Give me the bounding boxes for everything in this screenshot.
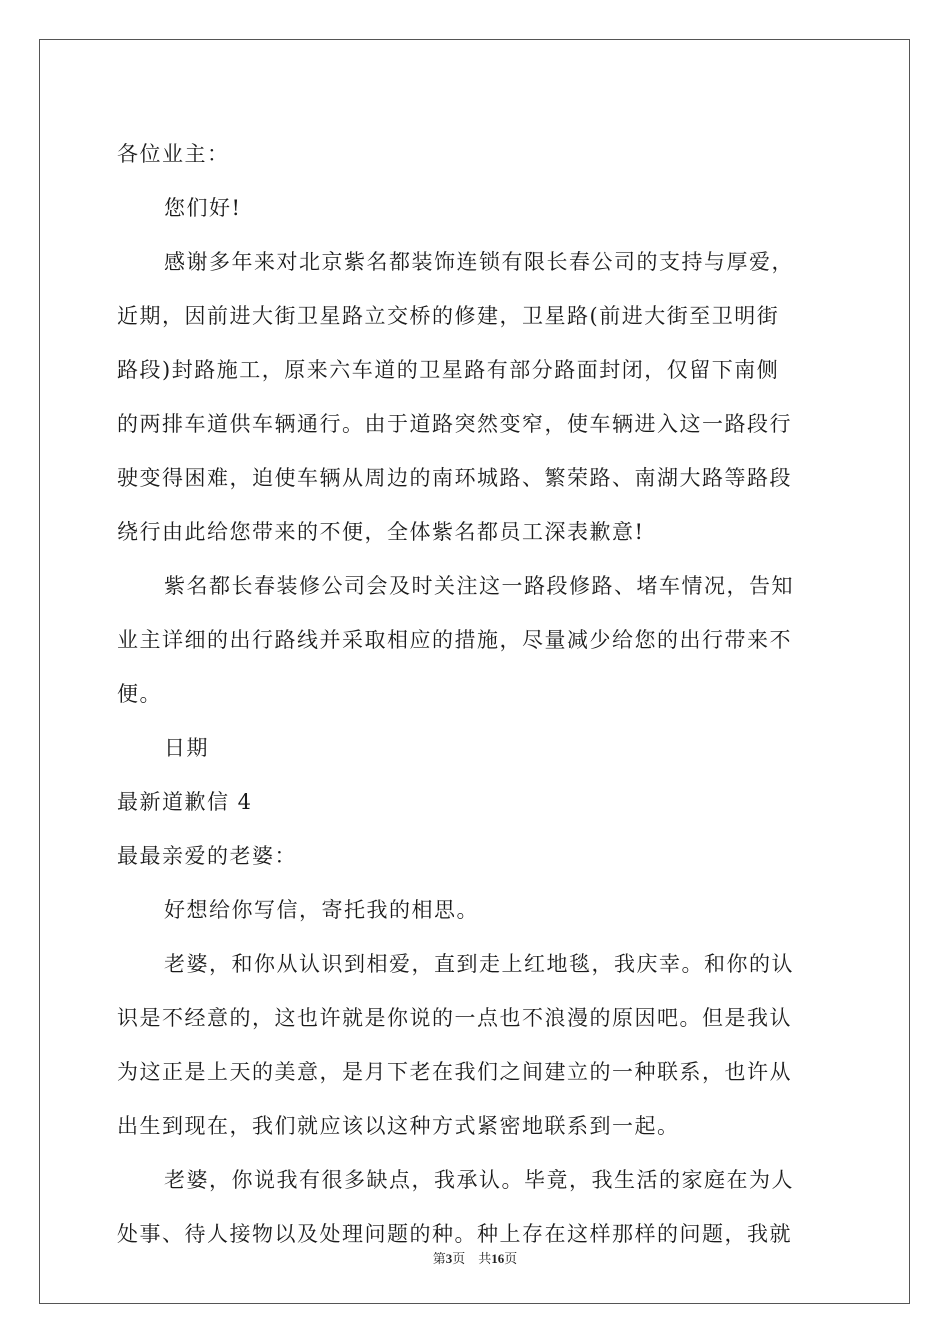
text-line: 出生到现在，我们就应该以这种方式紧密地联系到一起。 bbox=[117, 1114, 680, 1138]
text-line: 的两排车道供车辆通行。由于道路突然变窄，使车辆进入这一路段行 bbox=[117, 412, 792, 436]
text-line: 识是不经意的，这也许就是你说的一点也不浪漫的原因吧。但是我认 bbox=[117, 1006, 792, 1030]
page-current: 3 bbox=[445, 1251, 453, 1266]
salutation: 最最亲爱的老婆： bbox=[117, 844, 297, 868]
section-title: 最新道歉信 4 bbox=[117, 790, 253, 814]
text-line: 近期，因前进大街卫星路立交桥的修建，卫星路(前进大街至卫明街 bbox=[117, 304, 780, 328]
page-suffix: 页 bbox=[504, 1251, 518, 1266]
text-line: 绕行由此给您带来的不便，全体紫名都员工深表歉意! bbox=[117, 520, 645, 544]
document-body bbox=[117, 127, 837, 1261]
text-line: 路段)封路施工，原来六车道的卫星路有部分路面封闭，仅留下南侧 bbox=[117, 358, 780, 382]
text-line: 驶变得困难，迫使车辆从周边的南环城路、繁荣路、南湖大路等路段 bbox=[117, 466, 792, 490]
text-line: 各位业主： bbox=[117, 142, 230, 166]
text-line: 便。 bbox=[117, 682, 162, 706]
text-line: 业主详细的出行路线并采取相应的措施，尽量减少给您的出行带来不 bbox=[117, 628, 792, 652]
page-footer bbox=[0, 1248, 950, 1267]
text-line: 处事、待人接物以及处理问题的种。种上存在这样那样的问题，我就 bbox=[117, 1222, 792, 1246]
text-line: 好想给你写信，寄托我的相思。 bbox=[164, 898, 479, 922]
date-line: 日期 bbox=[164, 736, 209, 760]
text-line: 为这正是上天的美意，是月下老在我们之间建立的一种联系，也许从 bbox=[117, 1060, 792, 1084]
text-line: 紫名都长春装修公司会及时关注这一路段修路、堵车情况，告知 bbox=[164, 574, 794, 598]
text-line: 您们好! bbox=[164, 196, 242, 220]
text-line: 老婆，你说我有很多缺点，我承认。毕竟，我生活的家庭在为人 bbox=[164, 1168, 794, 1192]
text-line: 老婆，和你从认识到相爱，直到走上红地毯，我庆幸。和你的认 bbox=[164, 952, 794, 976]
page-mid: 页 共 bbox=[452, 1251, 492, 1266]
page-total: 16 bbox=[491, 1251, 505, 1266]
text-line: 感谢多年来对北京紫名都装饰连锁有限长春公司的支持与厚爱， bbox=[164, 250, 794, 274]
page-prefix: 第 bbox=[432, 1251, 446, 1266]
